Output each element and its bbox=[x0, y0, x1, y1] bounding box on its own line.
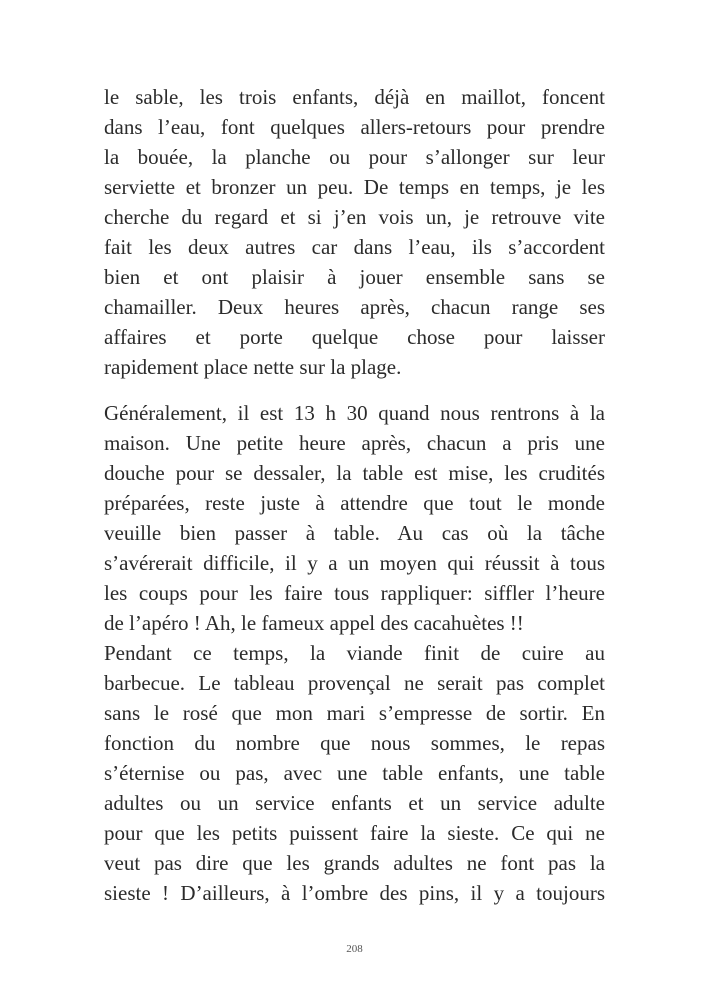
text-line: affaires et porte quelque chose pour laisser bbox=[104, 325, 605, 349]
text-line: serviette et bronzer un peu. De temps en temps, je les bbox=[104, 175, 605, 199]
text-line: fait les deux autres car dans l’eau, ils s’accordent bbox=[104, 235, 605, 259]
text-line: la bouée, la planche ou pour s’allonger sur leur bbox=[104, 145, 605, 169]
text-line: dans l’eau, font quelques allers-retours pour prendre bbox=[104, 115, 605, 139]
text-line: sans le rosé que mon mari s’empresse de sortir. En bbox=[104, 701, 605, 725]
text-line: douche pour se dessaler, la table est mise, les crudités bbox=[104, 461, 605, 485]
text-line: chamailler. Deux heures après, chacun range ses bbox=[104, 295, 605, 319]
text-line: cherche du regard et si j’en vois un, je retrouve vite bbox=[104, 205, 605, 229]
text-line: veuille bien passer à table. Au cas où la tâche bbox=[104, 521, 605, 545]
text-line: de l’apéro ! Ah, le fameux appel des cacahuètes !! bbox=[104, 611, 524, 635]
text-line: Généralement, il est 13 h 30 quand nous rentrons à la bbox=[104, 401, 605, 425]
text-line: bien et ont plaisir à jouer ensemble sans se bbox=[104, 265, 605, 289]
text-line: veut pas dire que les grands adultes ne font pas la bbox=[104, 851, 605, 875]
text-line: barbecue. Le tableau provençal ne serait pas complet bbox=[104, 671, 605, 695]
text-line: fonction du nombre que nous sommes, le repas bbox=[104, 731, 605, 755]
text-line: maison. Une petite heure après, chacun a pris une bbox=[104, 431, 605, 455]
page-body bbox=[104, 82, 605, 908]
text-line: s’éternise ou pas, avec une table enfants, une table bbox=[104, 761, 605, 785]
text-line: adultes ou un service enfants et un service adulte bbox=[104, 791, 605, 815]
text-line: les coups pour les faire tous rappliquer: siffler l’heure bbox=[104, 581, 605, 605]
text-line: pour que les petits puissent faire la sieste. Ce qui ne bbox=[104, 821, 605, 845]
text-line: le sable, les trois enfants, déjà en maillot, foncent bbox=[104, 85, 605, 109]
page-number: 208 bbox=[346, 943, 363, 955]
text-line: rapidement place nette sur la plage. bbox=[104, 355, 402, 379]
paragraph-lunch bbox=[104, 398, 605, 908]
text-line: Pendant ce temps, la viande finit de cuire au bbox=[104, 641, 605, 665]
paragraph-beach bbox=[104, 82, 605, 382]
text-line: sieste ! D’ailleurs, à l’ombre des pins, il y a toujours bbox=[104, 881, 605, 905]
text-line: s’avérerait difficile, il y a un moyen qui réussit à tous bbox=[104, 551, 605, 575]
text-line: préparées, reste juste à attendre que tout le monde bbox=[104, 491, 605, 515]
